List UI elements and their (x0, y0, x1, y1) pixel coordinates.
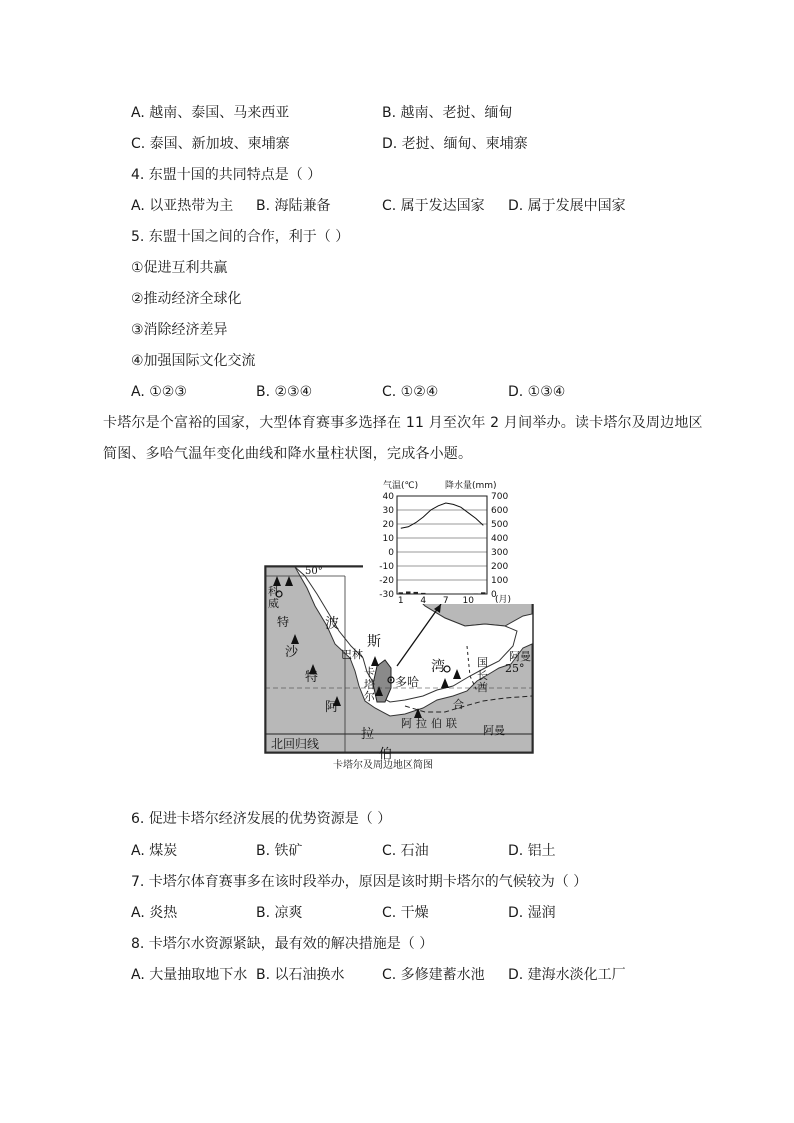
q6-option-d: D. 铝土 (508, 843, 556, 859)
q4-option-b: B. 海陆兼备 (256, 198, 331, 214)
temp-tick-label: 0 (388, 548, 394, 558)
figure-qatar-map (255, 476, 540, 776)
label-chang: 长 (477, 669, 488, 682)
label-oman-bottom: 阿曼 (483, 724, 505, 737)
q5-option-d: D. ①③④ (508, 384, 566, 400)
q3-option-c: C. 泰国、新加坡、柬埔寨 (131, 136, 290, 152)
q4-stem: 4. 东盟十国的共同特点是（ ） (131, 167, 322, 183)
precip-tick-label: 600 (491, 506, 509, 516)
label-lat-25: 25° (505, 662, 525, 675)
doha-marker-dot (390, 679, 392, 681)
precip-bar (414, 592, 419, 594)
precip-tick-label: 700 (491, 492, 509, 502)
precip-tick-label: 100 (491, 576, 509, 586)
label-la: 拉 (361, 727, 375, 742)
q7-option-d: D. 湿润 (508, 905, 556, 921)
temp-tick-label: -30 (379, 590, 394, 600)
precip-tick-label: 300 (491, 548, 509, 558)
label-a: 阿 (325, 700, 339, 715)
precip-axis-label: 降水量(mm) (445, 481, 497, 491)
q5-item-2: ②推动经济全球化 (131, 291, 242, 307)
q4-option-d: D. 属于发展中国家 (508, 198, 626, 214)
q5-item-4: ④加强国际文化交流 (131, 353, 256, 369)
month-tick-label: 4 (420, 596, 427, 606)
precip-bar (421, 593, 426, 594)
label-doha: 多哈 (395, 675, 420, 689)
q8-option-a: A. 大量抽取地下水 (131, 967, 248, 983)
label-he: 合 (453, 698, 464, 711)
q6-option-b: B. 铁矿 (256, 843, 303, 859)
q4-option-c: C. 属于发达国家 (382, 198, 485, 214)
precip-tick-label: 400 (491, 534, 509, 544)
month-tick-label: 10 (462, 596, 474, 606)
label-uae: 阿拉伯联 (401, 717, 461, 730)
q6-stem: 6. 促进卡塔尔经济发展的优势资源是（ ） (131, 811, 392, 827)
precip-bar (474, 593, 479, 594)
q6-option-c: C. 石油 (382, 843, 429, 859)
month-unit: (月) (495, 595, 512, 605)
temp-axis-label: 气温(℃) (383, 481, 419, 491)
q7-option-b: B. 凉爽 (256, 905, 303, 921)
q3-option-a: A. 越南、泰国、马来西亚 (131, 105, 290, 121)
precip-tick-label: 200 (491, 562, 509, 572)
label-si: 斯 (367, 634, 381, 650)
label-te-2: 特 (305, 670, 319, 685)
q6-option-a: A. 煤炭 (131, 843, 178, 859)
q7-option-c: C. 干燥 (382, 905, 429, 921)
temp-tick-label: -20 (379, 576, 394, 586)
q4-option-a: A. 以亚热带为主 (131, 198, 234, 214)
figure-svg (255, 476, 540, 776)
label-sha: 沙 (285, 645, 299, 660)
q7-option-a: A. 炎热 (131, 905, 178, 921)
month-tick-label: 7 (442, 596, 449, 606)
climate-chart (363, 476, 535, 606)
label-lon-50: 50° (305, 566, 323, 577)
q5-item-1: ①促进互利共赢 (131, 260, 228, 276)
label-kuwait-1: 科 (268, 585, 279, 598)
label-wan: 湾 (431, 659, 445, 675)
q8-option-c: C. 多修建蓄水池 (382, 967, 485, 983)
temp-tick-label: 40 (382, 492, 394, 502)
label-qatar-1: 卡 (364, 666, 375, 679)
temp-tick-label: 10 (382, 534, 394, 544)
temp-tick-label: -10 (379, 562, 394, 572)
q8-stem: 8. 卡塔尔水资源紧缺，最有效的解决措施是（ ） (131, 936, 434, 952)
precip-tick-label: 500 (491, 520, 509, 530)
label-tropic: 北回归线 (271, 737, 320, 751)
temp-tick-label: 20 (382, 520, 394, 530)
month-tick-label: 1 (397, 596, 404, 606)
q8-option-b: B. 以石油换水 (256, 967, 345, 983)
precip-bar (399, 592, 404, 594)
label-bahrain: 巴林 (341, 648, 363, 661)
label-bo: 波 (325, 616, 339, 632)
label-te: 特 (277, 615, 290, 629)
label-qiu: 酋 (477, 681, 488, 694)
q5-item-3: ③消除经济差异 (131, 322, 228, 338)
label-bo2: 伯 (379, 747, 393, 762)
q8-option-d: D. 建海水淡化工厂 (508, 967, 626, 983)
passage: 卡塔尔是个富裕的国家，大型体育赛事多选择在 11 月至次年 2 月间举办。读卡塔尔及周边地区简图、多哈气温年变化曲线和降水量柱状图，完成各小题。 (103, 415, 703, 462)
q7-stem: 7. 卡塔尔体育赛事多在该时段举办，原因是该时期卡塔尔的气候较为（ ） (131, 874, 588, 890)
q5-option-b: B. ②③④ (256, 384, 313, 400)
q5-option-a: A. ①②③ (131, 384, 187, 400)
figure-caption: 卡塔尔及周边地区简图 (333, 760, 433, 771)
precip-tick-label: 0 (491, 590, 497, 600)
q5-option-c: C. ①②④ (382, 384, 439, 400)
precip-bar (406, 591, 411, 594)
label-guo: 国 (477, 656, 488, 669)
label-oman-top: 阿曼 (509, 650, 531, 663)
q3-option-d: D. 老挝、缅甸、柬埔寨 (382, 136, 528, 152)
label-qatar-2: 塔 (364, 678, 375, 691)
precip-bar (481, 592, 486, 594)
label-kuwait-2: 威 (268, 597, 279, 610)
temp-tick-label: 30 (382, 506, 394, 516)
q5-stem: 5. 东盟十国之间的合作，利于（ ） (131, 229, 350, 245)
label-qatar-3: 尔 (364, 690, 375, 703)
q3-option-b: B. 越南、老挝、缅甸 (382, 105, 513, 121)
